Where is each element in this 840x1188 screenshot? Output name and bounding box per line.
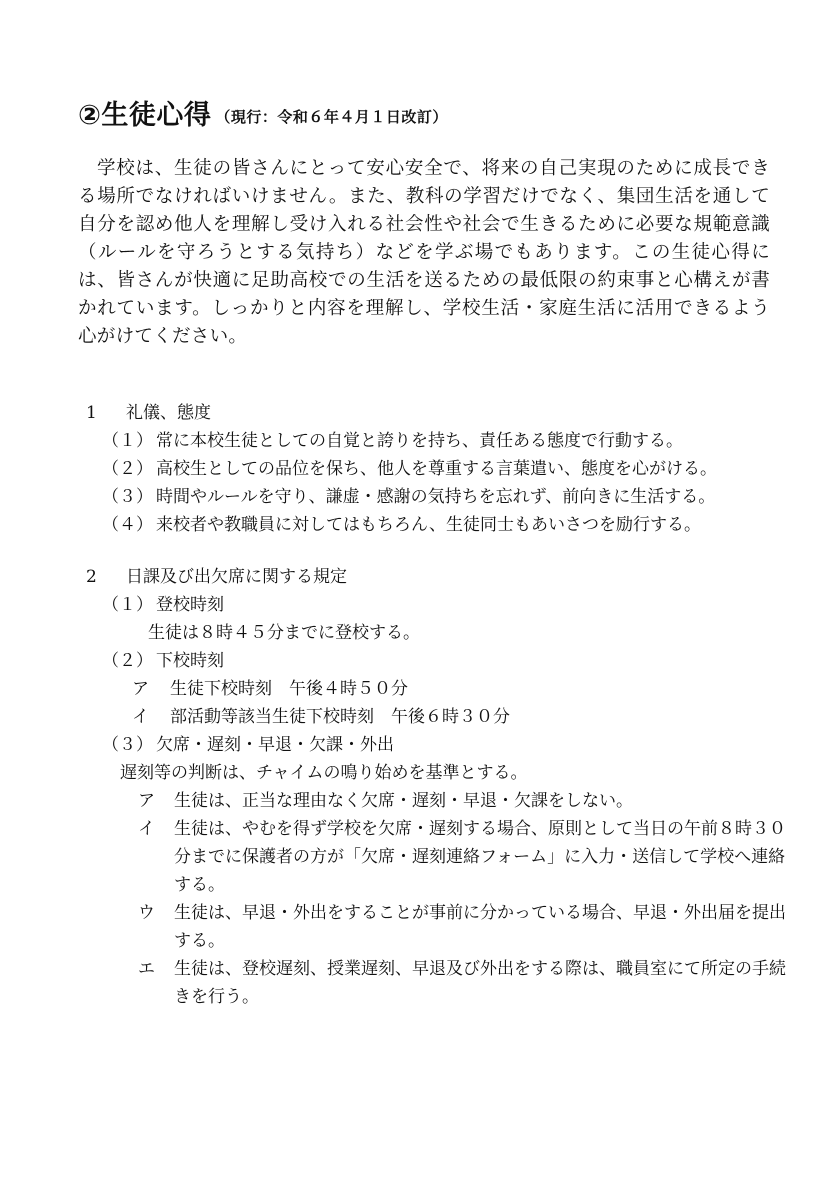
list-item [78,483,770,511]
list-item [78,511,770,539]
sub-text: 生徒下校時刻 午後４時５０分 [170,679,408,699]
sub-text: 部活動等該当生徒下校時刻 午後６時３０分 [170,707,510,727]
sub-text: 生徒は、やむを得ず学校を欠席・遅刻する場合、原則として当日の午前８時３０分までに保護者の方が「欠席・遅刻連絡フォーム」に入力・送信して学校へ連絡する。 [174,819,786,895]
arrival-rule: 生徒は８時４５分までに登校する。 [148,623,420,643]
item-marker: （２） [102,651,153,671]
sub-item [78,815,796,899]
section-attendance [78,563,786,1011]
section-etiquette [78,399,770,539]
sub-marker: ウ [138,903,155,923]
sub-marker: イ [132,707,149,727]
sub-marker: エ [138,959,155,979]
sub-item [78,899,796,955]
revision-note: （現行：令和６年４月１日改訂） [215,108,448,126]
list-item [78,427,770,455]
section-number: 1 [86,403,97,423]
item-text: 常に本校生徒としての自覚と誇りを持ち、責任ある態度で行動する。 [156,431,683,451]
list-item-arrival [78,591,770,619]
item-marker: （３） [102,735,153,755]
item-marker: （２） [102,459,153,479]
item-text: 時間やルールを守り、謙虚・感謝の気持ちを忘れず、前向きに生活する。 [156,487,716,507]
list-item [78,455,770,483]
item-text: 来校者や教職員に対してはもちろん、生徒同士もあいさつを励行する。 [156,515,702,535]
sub-marker: イ [138,819,155,839]
sub-text: 生徒は、登校遅刻、授業遅刻、早退及び外出をする際は、職員室にて所定の手続きを行う。 [174,959,786,1007]
item-text: 高校生としての品位を保ち、他人を尊重する言葉遣い、態度を心がける。 [156,459,717,479]
sub-text: 生徒は、早退・外出をすることが事前に分かっている場合、早退・外出届を提出する。 [174,903,786,951]
sub-item [78,675,770,703]
item-marker: （４） [102,515,153,535]
item-marker: （３） [102,487,153,507]
section-heading [78,399,770,427]
item-title: 下校時刻 [156,651,224,671]
section-title: 日課及び出欠席に関する規定 [126,567,347,587]
section-title: 礼儀、態度 [126,403,211,423]
title-text: ②生徒心得 [78,100,212,131]
page-title [78,98,770,135]
sub-marker: ア [132,679,149,699]
item-marker: （１） [102,595,153,615]
sub-marker: ア [138,791,155,811]
sub-item [78,955,796,1011]
list-item-dismissal [78,647,770,675]
sub-item [78,703,770,731]
list-item-absence [78,731,770,759]
intro-paragraph: 学校は、生徒の皆さんにとって安心安全で、将来の自己実現のために成長できる場所でなければいけません。また、教科の学習だけでなく、集団生活を通して自分を認め他人を理解し受け入れる社会性や社会で生きるために必要な規範意識（ルールを守ろうとする気持ち）などを学ぶ場でもあります。この生徒心得には、皆さんが快適に足助高校での生活を送るための最低限の約束事と心構えが書かれています。しっかりと内容を理解し、学校生活・家庭生活に活用できるよう心がけてください。 [78,158,770,347]
section-heading [78,563,770,591]
section-number: 2 [86,567,97,587]
item-title: 登校時刻 [156,595,224,615]
absence-lead: 遅刻等の判断は、チャイムの鳴り始めを基準とする。 [120,763,528,783]
sub-item [78,787,796,815]
item-marker: （１） [102,431,153,451]
sub-text: 生徒は、正当な理由なく欠席・遅刻・早退・欠課をしない。 [174,791,633,811]
item-title: 欠席・遅刻・早退・欠課・外出 [156,735,394,755]
